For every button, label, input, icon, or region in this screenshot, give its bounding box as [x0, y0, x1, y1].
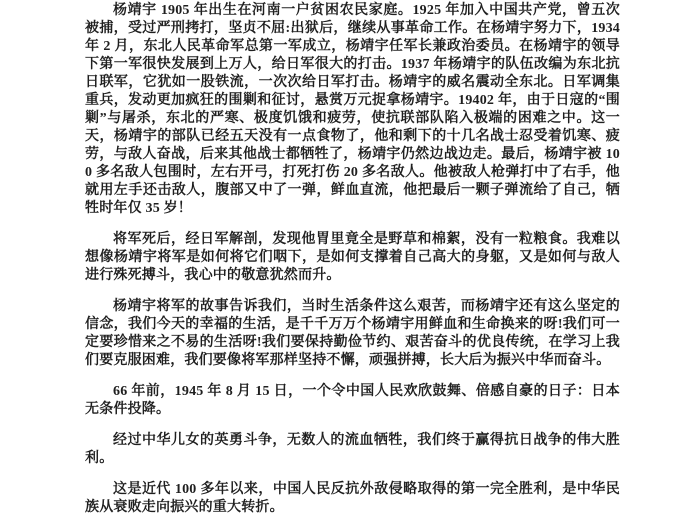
paragraph-1: 杨靖宇 1905 年出生在河南一户贫困农民家庭。1925 年加入中国共产党，曾五次被捕，受过严刑拷打，坚贞不屈:出狱后，继续从事革命工作。在杨靖宇努力下，1934 年 2 月，东北人民革命军总第一军成立，杨靖宇任军长兼政治委员。在杨靖宇的领导下第一军很快发展到上万人，给日军很大的打击。1937 年杨靖宇的队伍改编为东北抗日联军，它犹如一股铁流，一次次给日军打击。杨靖宇的威名震动全东北。日军调集重兵，发动更加疯狂的围剿和征讨，悬赏万元捉拿杨靖宇。19402 年，由于日寇的“围剿”与屠杀，东北的严寒、极度饥饿和疲劳，使抗联部队陷入极端的困难之中。这一天，杨靖宇的部队已经五天没有一点食物了，他和剩下的十几名战士忍受着饥寒、疲劳，与敌人奋战，后来其他战士都牺牲了，杨靖宇仍然边战边走。最后，杨靖宇被 100 多名敌人包围时，左右开弓，打死打伤 20 多名敌人。他被敌人枪弹打中了右手，他就用左手还击敌人，腹部又中了一弹，鲜血直流，他把最后一颗子弹流给了自己，牺牲时年仅 35 岁！	[85, 3, 620, 216]
paragraph-6: 这是近代 100 多年以来，中国人民反抗外敌侵略取得的第一完全胜利，是中华民族从衰败走向振兴的重大转折。	[85, 482, 620, 515]
document-text-body	[85, 2, 620, 530]
paragraph-4: 66 年前，1945 年 8 月 15 日，一个令中国人民欢欣鼓舞、倍感自豪的日子：日本无条件投降。	[85, 384, 620, 417]
paragraph-5: 经过中华儿女的英勇斗争，无数人的流血牺牲，我们终于赢得抗日战争的伟大胜利。	[85, 433, 620, 466]
paragraph-3: 杨靖宇将军的故事告诉我们，当时生活条件这么艰苦，而杨靖宇还有这么坚定的信念，我们今天的幸福的生活，是千千万万个杨靖宇用鲜血和生命换来的呀!我们可一定要珍惜来之不易的生活呀!我们要保持勤俭节约、艰苦奋斗的优良传统，在学习上我们要克服困难，我们要像将军那样坚持不懈，顽强拼搏，长大后为振兴中华而奋斗。	[85, 299, 620, 368]
paragraph-2: 将军死后，经日军解剖，发现他胃里竟全是野草和棉絮，没有一粒粮食。我难以想像杨靖宇将军是如何将它们咽下，是如何支撑着自己高大的身躯，又是如何与敌人进行殊死搏斗，我心中的敬意犹然而升。	[85, 232, 620, 283]
